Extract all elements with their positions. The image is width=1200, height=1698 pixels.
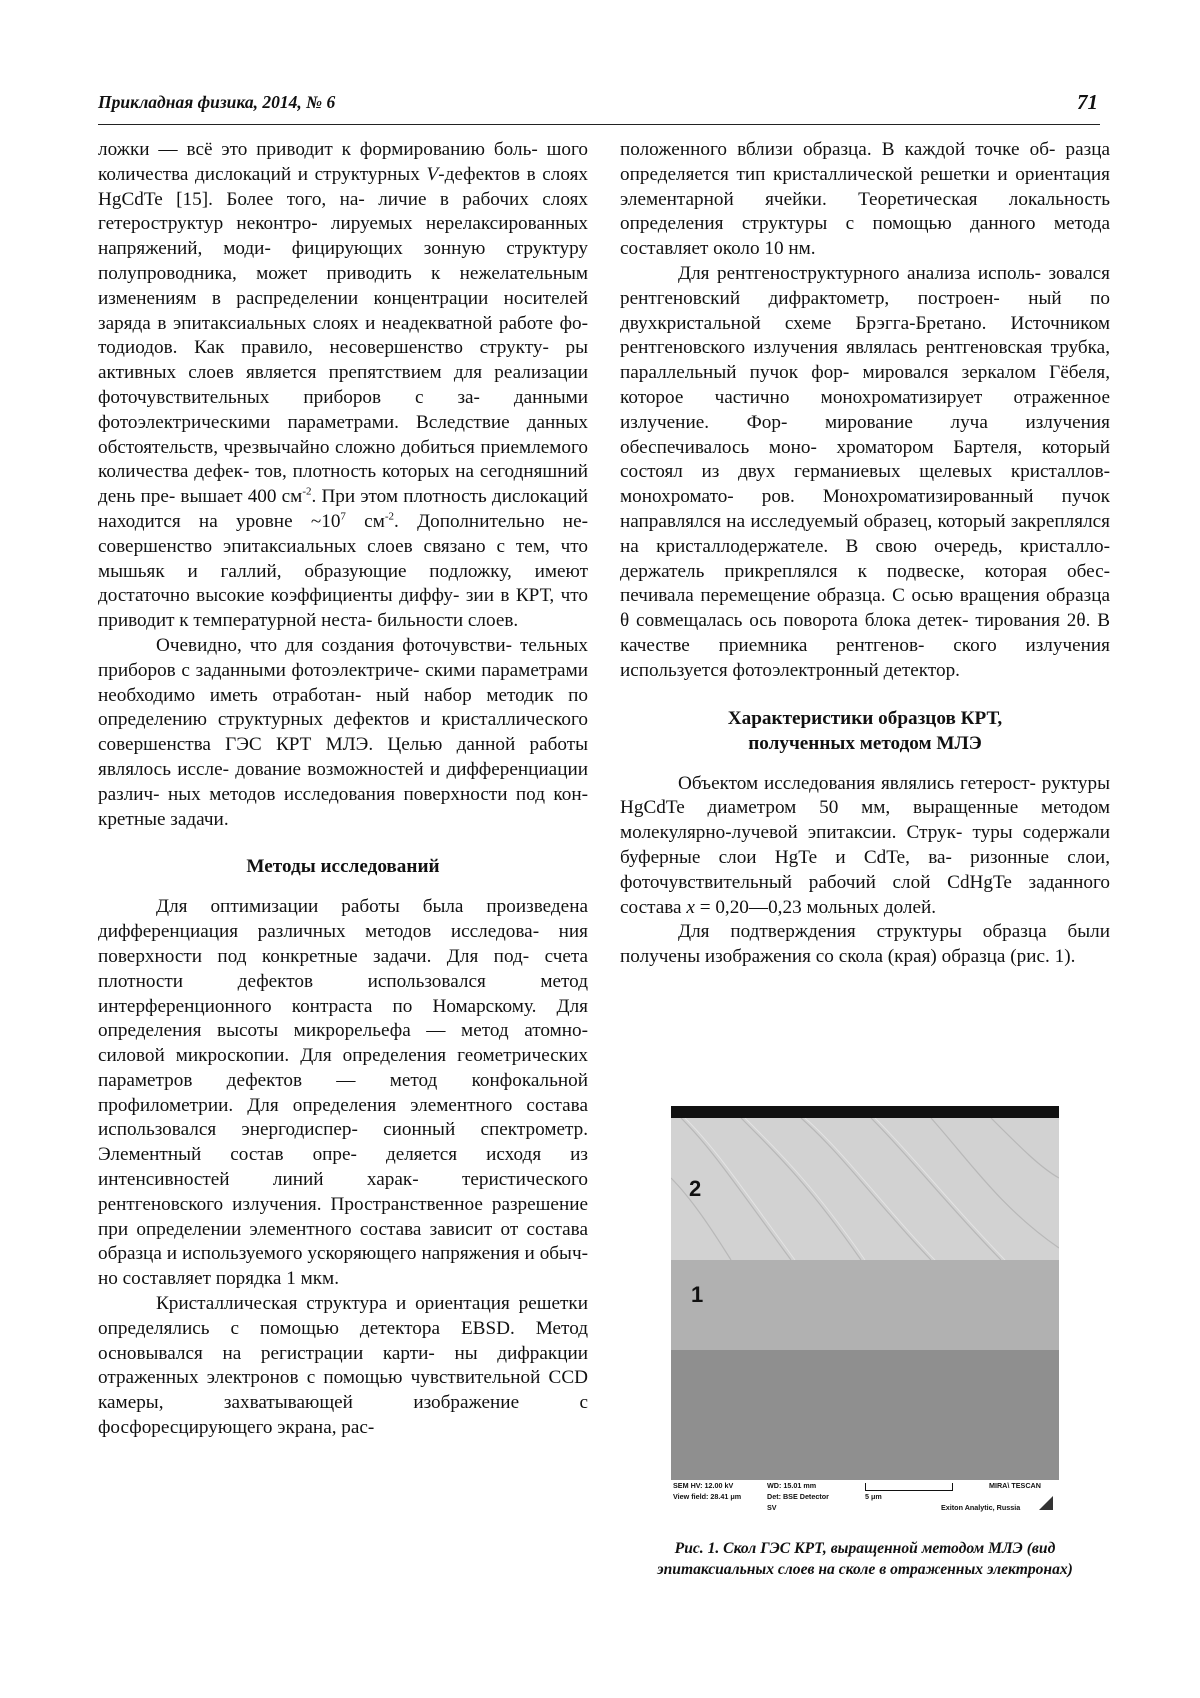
paragraph: ложки — всё это приводит к формированию боль- шого количества дислокаций и структурных V-дефектов в слоях HgCdTe [15]. Более того, на- личие в рабочих слоях гетероструктур неконтро- лируемых нерелаксированных напряжений, моди- фицирующих зонную структуру полупроводника, может приводить к нежелательным изменениям в распределении концентрации носителей заряда в эпитаксиальных слоях и неадекватной работе фо- тодиодов. Как правило, несовершенство структу- ры активных слоев является препятствием для реализации фоточувствительных приборов с за- данными фотоэлектрическими параметрами. Вследствие данных обстоятельств, чрезвычайно сложно добиться приемлемого количества дефек- тов, плотность которых на сегодняшний день пре- вышает 400 $см^{-2}$. При этом плотность дислокаций находится на уровне $\sim 10^7$ $см^{-2}$. Дополнительно не- совершенство эпитаксиальных слоев связано с тем, что мышьяк и галлий, образующие подложку, имеют достаточно высокие коэффициенты диффу- зии в КРТ, что приводит к температурной неста- бильности слоев. (98, 139, 589, 632)
running-header (98, 90, 1100, 125)
sem-company: Exiton Analytic, Russia (941, 1503, 1021, 1512)
layer-label-2: 2 (689, 1176, 702, 1201)
image-top-border (671, 1106, 1059, 1118)
sem-view-field: View field: 28.41 μm (673, 1492, 742, 1501)
substrate-layer (671, 1350, 1059, 1480)
sem-detector: Det: BSE Detector (767, 1492, 829, 1501)
paragraph: Для рентгеноструктурного анализа исполь- зовался рентгеновский дифрактометр, построен- ный по двухкристальной схеме Брэгга-Бретано. Источником рентгеновского излучения являлась рентгеновская трубка, параллельный пучок фор- мировался зеркалом Гёбеля, которое частично монохроматизирует отраженное излучение. Фор- мирование луча излучения обеспечивалось моно- хроматором Бартеля, который состоял из двух германиевых щелевых кристаллов-монохромато- ров. Монохроматизированный пучок направлялся на исследуемый образец, который закреплялся на кристаллодержателе. В свою очередь, кристалло- держатель прикреплялся к подвеске, которая обес- печивала перемещение образца. С осью вращения образца θ совмещалась ось поворота блока детек- тирования 2θ. В качестве приемника рентгенов- ского излучения используется фотоэлектронный детектор. (620, 262, 1111, 681)
paragraph: Очевидно, что для создания фоточувстви- тельных приборов с заданными фотоэлектриче- скими параметрами необходимо иметь отработан- ный набор методик по определению структурных дефектов и кристаллического совершенства ГЭС КРТ МЛЭ. Целью данной работы являлось иссле- дование возможностей и дифференциации различ- ных методов исследования поверхности под кон- кретные задачи. (98, 634, 589, 830)
sem-sv: SV (767, 1503, 777, 1512)
figure-caption: Рис. 1. Скол ГЭС КРТ, выращенной методом МЛЭ (вид эпитаксиальных слоев на сколе в отраженных электронах) (657, 1540, 1073, 1578)
layer-texture (671, 1118, 1059, 1260)
epitaxial-layer-2 (671, 1118, 1059, 1260)
journal-title: Прикладная физика, 2014, № 6 (98, 92, 336, 112)
paragraph: Кристаллическая структура и ориентация решетки определялись с помощью детектора EBSD. Метод основывался на регистрации карти- ны дифракции отраженных электронов с помощью чувствительной CCD камеры, захватывающей изображение с фосфоресцирующего экрана, рас- (98, 1293, 589, 1439)
epitaxial-layer-1 (671, 1260, 1059, 1350)
sem-micrograph (671, 1106, 1059, 1514)
scale-bar (865, 1483, 953, 1491)
paragraph: положенного вблизи образца. В каждой точке об- разца определяется тип кристаллической решетки и ориентация элементарной ячейки. Теоретическая локальность определения структуры с помощью данного метода составляет около 10 нм. (620, 139, 1111, 260)
sem-hv: SEM HV: 12.00 kV (673, 1481, 734, 1490)
company-logo-icon (1039, 1496, 1053, 1510)
sem-wd: WD: 15.01 mm (767, 1481, 817, 1490)
paragraph: Объектом исследования являлись гетерост- руктуры HgCdTe диаметром 50 мм, выращенные методом молекулярно-лучевой эпитаксии. Струк- туры содержали буферные слои HgTe и CdTe, ва- ризонные слои, фоточувствительный рабочий слой CdHgTe заданного состава x = 0,20—0,23 мольных долей. (620, 772, 1111, 918)
right-column (620, 138, 1110, 970)
section-heading-samples: Характеристики образцов КРТ, полученных методом МЛЭ (727, 707, 1003, 754)
left-column (98, 138, 588, 1441)
scale-label: 5 μm (865, 1492, 882, 1501)
paragraph: Для подтверждения структуры образца были получены изображения со скола (края) образца (рис. 1). (620, 921, 1110, 968)
sem-brand: MIRA\ TESCAN (989, 1481, 1041, 1490)
page-number: 71 (1077, 90, 1098, 114)
layer-label-1: 1 (691, 1282, 704, 1307)
sem-info-bar (671, 1480, 1059, 1514)
paragraph: Для оптимизации работы была произведена дифференциация различных методов исследова- ния поверхности под конкретные задачи. Для под- счета плотности дефектов использовался метод интерференционного контраста по Номарскому. Для определения высоты микрорельефа — метод атомно-силовой микроскопии. Для определения геометрических параметров дефектов — метод конфокальной профилометрии. Для определения элементного состава использовался энергодиспер- сионный спектрометр. Элементный состав опре- деляется исходя из интенсивностей линий харак- теристического рентгеновского излучения. Пространственное разрешение при определении элементного состава зависит от состава образца и используемого ускоряющего напряжения и обыч- но составляет порядка 1 мкм. (98, 896, 589, 1290)
section-heading-methods: Методы исследований (246, 856, 440, 878)
